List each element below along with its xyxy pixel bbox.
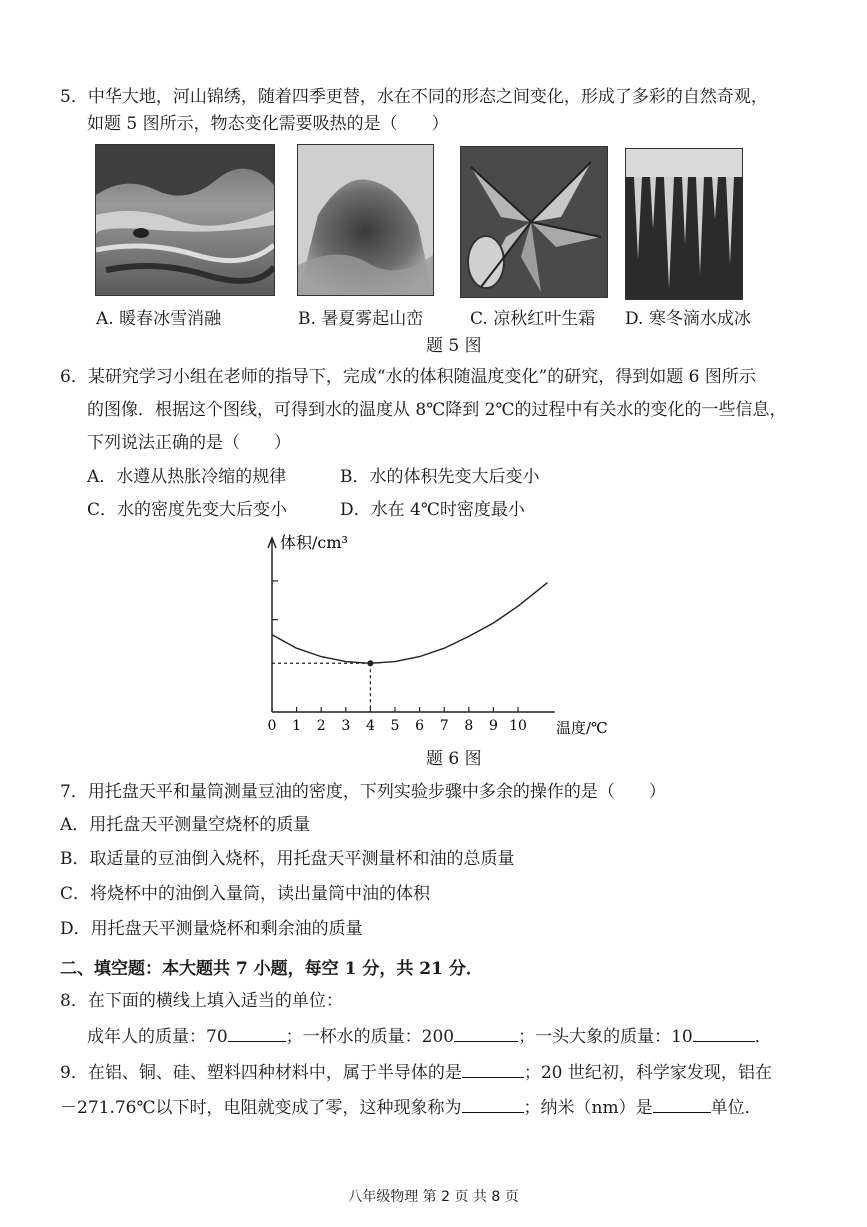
q6-option-c: C．水的密度先变大后变小: [87, 500, 288, 520]
q8-part-1: 成年人的质量：70: [87, 1027, 228, 1047]
q5-option-b-letter: B.: [298, 309, 316, 329]
chart-x-tick-label: 4: [365, 718, 375, 734]
q8-blank-1[interactable]: [228, 1025, 286, 1042]
q9-blank-3[interactable]: [653, 1096, 711, 1113]
q6-option-a: A．水遵从热胀冷缩的规律: [87, 467, 287, 487]
chart-x-tick-label: 9: [488, 718, 498, 734]
q6-figure-caption: 题 6 图: [426, 749, 482, 769]
photo-icicles: [625, 148, 743, 300]
photo-mountain-fog: [297, 144, 434, 296]
chart-x-tick-label: 3: [341, 718, 351, 734]
section-2-heading: 二、填空题：本大题共 7 小题，每空 1 分，共 21 分．: [60, 959, 483, 979]
q5-option-b: [298, 308, 423, 330]
chart-min-point: [367, 660, 373, 666]
q7-line-1: 7．用托盘天平和量筒测量豆油的密度，下列实验步骤中多余的操作的是（ ）: [60, 782, 666, 802]
chart-x-tick-label: 6: [415, 718, 425, 734]
q9-part-3: －271.76℃以下时，电阻就变成了零，这种现象称为: [60, 1098, 462, 1118]
q7-option-d: D．用托盘天平测量烧杯和剩余油的质量: [60, 919, 363, 939]
q9-line-2: [60, 1096, 762, 1119]
q5-line-1: 5．中华大地，河山锦绣，随着四季更替，水在不同的形态之间变化，形成了多彩的自然奇观，: [60, 87, 768, 107]
q5-option-d-letter: D.: [625, 309, 644, 329]
q7-option-a: A．用托盘天平测量空烧杯的质量: [60, 815, 311, 835]
chart-y-axis-label: 体积/cm³: [280, 533, 348, 552]
q6-option-b: B．水的体积先变大后变小: [340, 467, 540, 487]
q9-part-4: ；纳米（nm）是: [523, 1098, 653, 1118]
chart-x-tick-label: 5: [390, 718, 400, 734]
q5-option-c-letter: C.: [470, 309, 488, 329]
photo-frost-leaves: [460, 146, 608, 298]
q5-line-2: 如题 5 图所示，物态变化需要吸热的是（ ）: [87, 114, 449, 134]
q5-option-a-letter: A.: [96, 309, 114, 329]
q9-blank-2[interactable]: [462, 1096, 524, 1113]
q6-line-1: 6．某研究学习小组在老师的指导下，完成“水的体积随温度变化”的研究，得到如题 6 图所示: [60, 367, 756, 387]
q8-part-3: ；一头大象的质量：10: [518, 1027, 693, 1047]
q5-option-b-text: 暑夏雾起山峦: [321, 309, 424, 329]
q8-blank-3[interactable]: [693, 1025, 755, 1042]
chart-x-tick-label: 8: [464, 718, 474, 734]
q6-line-2: 的图像．根据这个图线，可得到水的温度从 8℃降到 2℃的过程中有关水的变化的一些信息，: [87, 400, 787, 420]
q9-part-1: 9．在铝、铜、硅、塑料四种材料中，属于半导体的是: [60, 1063, 462, 1083]
q9-line-1: [60, 1061, 772, 1084]
photo-melting-ice: [95, 144, 275, 296]
q9-blank-1[interactable]: [462, 1061, 524, 1078]
chart-x-tick-label: 10: [509, 718, 527, 734]
q7-option-c: C．将烧杯中的油倒入量筒，读出量筒中油的体积: [60, 884, 431, 904]
page-footer: 八年级物理 第 2 页 共 8 页: [348, 1189, 519, 1205]
q8-part-4: ．: [754, 1027, 772, 1047]
q5-option-d: [625, 308, 751, 330]
q8-line-1: 8．在下面的横线上填入适当的单位：: [60, 991, 343, 1011]
q5-option-a: [96, 308, 221, 330]
q9-part-5: 单位．: [710, 1098, 762, 1118]
q8-line-2: [87, 1025, 772, 1048]
chart-series-line: [272, 583, 548, 664]
q8-part-2: ；一杯水的质量：200: [285, 1027, 455, 1047]
q8-blank-2[interactable]: [454, 1025, 518, 1042]
q5-figure-caption: 题 5 图: [426, 336, 482, 356]
q9-part-2: ；20 世纪初，科学家发现，铝在: [523, 1063, 772, 1083]
chart-x-tick-label: 0: [267, 718, 277, 734]
q5-option-c-text: 凉秋红叶生霜: [493, 309, 596, 329]
chart-x-axis-label: 温度/℃: [556, 719, 608, 737]
q5-option-a-text: 暖春冰雪消融: [119, 309, 222, 329]
volume-temperature-chart: [250, 530, 630, 745]
chart-x-tick-label: 7: [439, 718, 449, 734]
q5-option-d-text: 寒冬滴水成冰: [648, 309, 751, 329]
q5-option-c: [470, 308, 595, 330]
q7-option-b: B．取适量的豆油倒入烧杯，用托盘天平测量杯和油的总质量: [60, 849, 515, 869]
q6-option-d: D．水在 4℃时密度最小: [340, 500, 525, 520]
q6-line-3: 下列说法正确的是（ ）: [87, 433, 291, 453]
chart-x-tick-label: 1: [292, 718, 302, 734]
chart-x-tick-label: 2: [316, 718, 326, 734]
